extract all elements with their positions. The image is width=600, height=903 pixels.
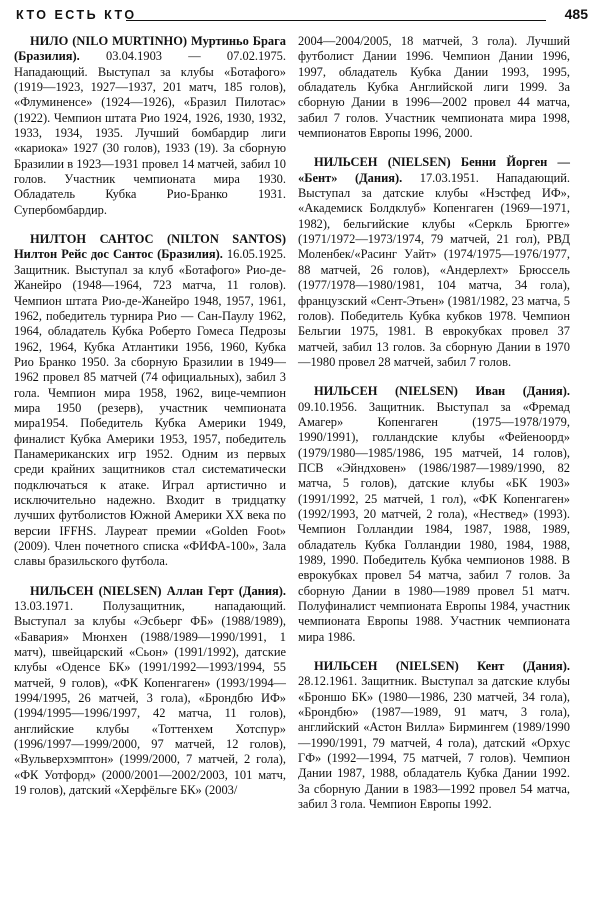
page-header [10,4,588,26]
left-column [14,34,286,799]
entry-name: НИЛЬСЕН (NIELSEN) Иван (Дания). [314,384,570,399]
entry-text: 17.03.1951. Нападающий. Выступал за датские клубы «Нэстфед ИФ», «Академиск Болдклуб» Копенгаген (1969—1971, 1982), бельгийские клубы «Серкль Брюгге» (1971/1972—1973/1974, 79 матчей, 21 гол), РВД Моленбек/«Расинг Уайт» (1974/1975—1976/1977, 88 матчей, 26 голов), «Андерлехт» Брюссель (1977/1978—1980/1981, 104 матча, 34 гола), французский «Сент-Этьен» (1981/1982, 23 матча, 5 голов). Победитель Кубка кубков 1978. Чемпион Бельгии 1975, 1981. В еврокубках провел 37 матчей, забил 13 голов. За сборную Дании в 1970—1980 провел 28 матчей, забил 7 голов. [298,170,571,369]
page-number: 485 [564,6,588,22]
entry-nielsen-allan-continued [298,34,570,141]
entry-nielsen-allan [14,584,286,799]
entry-name: НИЛЬСЕН (NIELSEN) Аллан Герт (Дания). [30,583,286,598]
entry-text: 13.03.1971. Полузащитник, нападающий. Выступал за клубы «Эсбьерг ФБ» (1988/1989), «Бавария» Мюнхен (1988/1989—1990/1991, 1 матч), швейцарский «Сьон» (1991/1992), датские клубы «Оденсе БК» (1991/1992—1993/1994, 55 матчей, 9 голов), «ФК Копенгаген» (1993/1994—1994/1995, 26 матчей, 3 гола), «Брондбю ИФ» (1994/1995—1996/1997, 42 матча, 11 голов), английские клубы «Тоттенхем Хотспур» (1996/1997—1999/2000, 97 матчей, 12 голов), «Вульверхэмптон» (1999/2000, 7 матчей, 2 гола), «ФК Уотфорд» (2000/2001—2002/2003, 101 матч, 19 голов), датский «Херфёльге БК» (2003/ [14,599,286,798]
right-column [298,34,570,813]
entry-text: 2004—2004/2005, 18 матчей, 3 гола). Лучший футболист Дании 1996. Чемпион Дании 1996, 1997, обладатель Кубка Дании 1993, 1995, обладатель Кубка Английской лиги 1999. За сборную Дании в 1996—2002 провел 44 матча, забил 7 голов. Участник чемпионата мира 1998, чемпионатов Европы 1996, 2000. [298,34,570,141]
entry-name: НИЛТОН САНТОС (NILTON SANTOS) Нилтон Рейс дос Сантос (Бразилия). [14,232,286,262]
entry-nielsen-ivan [298,384,570,645]
entry-text: 16.05.1925. Защитник. Выступал за клуб «Ботафого» Рио-де-Жанейро (1948—1964, 723 матча, 11 голов). Чемпион штата Рио-де-Жанейро 1948, 1957, 1961, 1962, победитель турнира Рио — Сан-Паулу 1962, 1964, обладатель Кубка Роберто Гомеса Педрозы 1962, 1964, Кубка Атлантики 1956, 1960, Кубка Рио Бранко 1950. За сборную Бразилии в 1949—1962 провел 85 матчей (74 официальных), забил 3 гола. Чемпион мира 1958, 1962, вице-чемпион мира 1950 (резерв), участник чемпионата мира1954. Победитель Кубка Америки 1949, финалист Кубка Америки 1953, 1957, победитель Панамериканских игр 1952. Одним из первых среди крайних защитников стал систематически подключаться к атаке. Играл артистично и исключительно надежно. Входит в тридцатку лучших футболистов Южной Америки XX века по версии IFFHS. Лауреат премии «Golden Foot» (2009). Член почетного списка «ФИФА-100», Зала славы бразильского футбола. [14,247,286,569]
entry-name: НИЛО (NILO MURTINHO) Муртиньо Брага (Бразилия). [14,34,286,64]
entry-name: НИЛЬСЕН (NIELSEN) Бенни Йорген — «Бент» (Дания). [298,155,570,185]
entry-text: 28.12.1961. Защитник. Выступал за датские клубы «Броншо БК» (1980—1986, 230 матчей, 34 гола), «Брондбю» (1987—1989, 91 матч, 3 гола), английский «Астон Вилла» Бирмингем (1989/1990—1990/1991, 79 матчей, 4 гола), датский «Орхус ГФ» (1992—1994, 75 матчей, 7 голов). Чемпион Дании 1987, 1988, обладатель Кубка Дании 1992. За сборную Дании в 1983—1992 провел 54 матча, забил 3 гола. Чемпион Европы 1992. [298,674,570,812]
entry-nilton-santos [14,232,286,570]
entry-nielsen-benny [298,155,570,370]
entry-text: 03.04.1903 — 07.02.1975. Нападающий. Выступал за клубы «Ботафого» (1919—1923, 1927—1937, 201 матч, 185 голов), «Флуминенсе» (1924—1926), «Бразил Пилотас» (1922). Чемпион штата Рио 1924, 1926, 1930, 1932, 1933, 1934, 1935. Лучший бомбардир лиги «кариока» 1927 (30 голов), 1933 (19). За сборную Бразилии в 1923—1931 провел 14 матчей, забил 10 голов. Участник чемпионата мира 1930. Обладатель Кубка Рио-Бранко 1931. Супербомбардир. [14,49,286,217]
entry-text: 09.10.1956. Защитник. Выступал за «Фремад Амагер» Копенгаген (1975—1978/1979, 1990/1991), голландские клубы «Фейеноорд» (1979/1980—1985/1986, 195 матчей, 14 голов), ПСВ «Эйндховен» (1986/1987—1989/1990, 82 матча, 5 голов), датские клубы «БК 1903» (1991/1992, 25 матчей, 1 гол), «ФК Копенгаген» (1992/1993, 20 матчей, 2 гола), «Нествед» (1993). Чемпион Голландии 1984, 1987, 1988, 1989, обладатель Кубка Голландии 1980, 1984, 1988, 1989, 1990. Победитель Кубка чемпионов 1988. В еврокубках провел 54 матча, забил 7 голов. За сборную Дании в 1980—1989 провел 51 матч. Полуфиналист чемпионата Европы 1984, участник чемпионата Европы 1988. Участник чемпионата мира 1986. [298,399,570,644]
entry-nilo [14,34,286,218]
running-title: КТО ЕСТЬ КТО [16,8,137,22]
entry-name: НИЛЬСЕН (NIELSEN) Кент (Дания). [314,659,570,674]
header-rule [126,20,546,21]
entry-nielsen-kent [298,659,570,812]
